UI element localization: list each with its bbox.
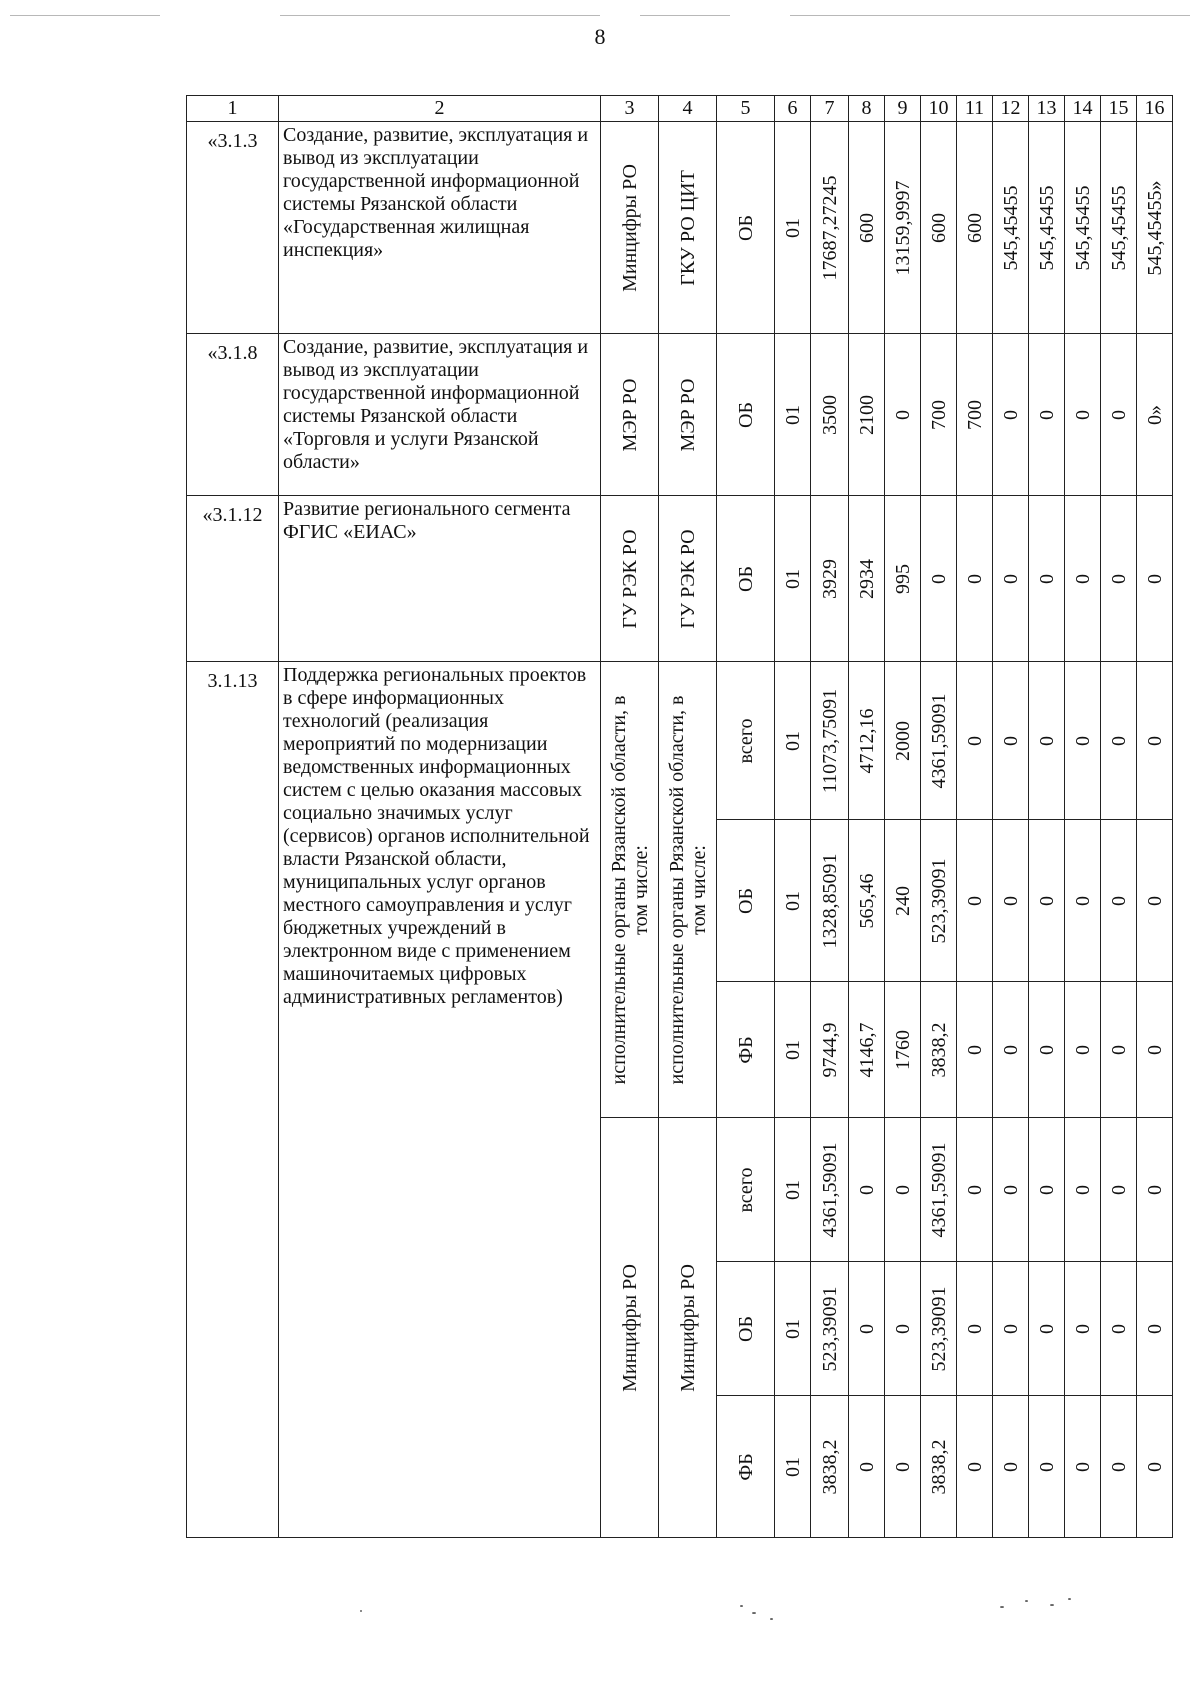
value-cell — [921, 334, 957, 496]
value: 0 — [891, 1461, 914, 1472]
value: 545,45455 — [1071, 185, 1094, 270]
row-number: 3.1.13 — [187, 662, 279, 1538]
funding-source: ОБ — [734, 1315, 757, 1342]
value-cell — [957, 820, 993, 982]
value-cell — [957, 1118, 993, 1262]
scan-artifact-line — [280, 15, 600, 16]
value: 13159,9997 — [891, 180, 914, 275]
code-cell — [775, 122, 811, 334]
header-cell: 10 — [921, 96, 957, 122]
value: 0 — [1143, 1044, 1166, 1055]
value: 0 — [855, 1323, 878, 1334]
value: 4361,59091 — [927, 1142, 950, 1237]
value: 240 — [891, 885, 914, 916]
header-cell: 8 — [849, 96, 885, 122]
responsible-cell — [601, 496, 659, 662]
value-cell — [921, 1118, 957, 1262]
value: 523,39091 — [818, 1286, 841, 1371]
header-cell: 12 — [993, 96, 1029, 122]
value-cell — [1029, 1118, 1065, 1262]
value-cell — [957, 1262, 993, 1396]
responsible-label: ГУ РЭК РО — [618, 528, 641, 629]
code-cell — [775, 982, 811, 1118]
value: 0 — [1035, 735, 1058, 746]
funding-source: ФБ — [734, 1452, 757, 1481]
header-cell: 11 — [957, 96, 993, 122]
value-cell — [885, 1118, 921, 1262]
value-cell — [811, 496, 849, 662]
value: 4361,59091 — [927, 693, 950, 788]
responsible-label: исполнительные органы Рязанской области, в том числе: — [607, 695, 652, 1084]
row-number: «3.1.12 — [187, 496, 279, 662]
row-description: Создание, развитие, эксплуатация и вывод из эксплуатации государственной информационной системы Рязанской области «Государственная жилищная инспекция» — [279, 122, 601, 334]
value-cell — [885, 334, 921, 496]
value-cell — [1101, 820, 1137, 982]
value: 0 — [963, 895, 986, 906]
value-cell — [957, 1396, 993, 1538]
executor-cell — [659, 496, 717, 662]
row-description: Развитие регионального сегмента ФГИС «ЕИАС» — [279, 496, 601, 662]
value: 565,46 — [855, 873, 878, 928]
scan-speck — [752, 1612, 756, 1614]
code-cell — [775, 496, 811, 662]
source-cell — [717, 1262, 775, 1396]
responsible-cell — [601, 1118, 659, 1538]
value-cell — [993, 334, 1029, 496]
value: 0 — [999, 1044, 1022, 1055]
value: 545,45455 — [1107, 185, 1130, 270]
code-cell — [775, 820, 811, 982]
value-cell — [1065, 1118, 1101, 1262]
value-cell — [849, 1396, 885, 1538]
header-cell: 6 — [775, 96, 811, 122]
value-cell — [957, 662, 993, 820]
value: 0 — [1071, 1461, 1094, 1472]
value-cell — [1065, 1262, 1101, 1396]
value-cell — [1137, 122, 1173, 334]
responsible-label: МЭР РО — [618, 378, 641, 451]
executor-cell — [659, 334, 717, 496]
value: 0 — [891, 1323, 914, 1334]
value: 0 — [1107, 1184, 1130, 1195]
row-number: «3.1.3 — [187, 122, 279, 334]
value: 0 — [1143, 1461, 1166, 1472]
value-cell — [885, 662, 921, 820]
value: 1328,85091 — [818, 853, 841, 948]
value-cell — [1029, 820, 1065, 982]
value: 0 — [963, 1044, 986, 1055]
value: 0 — [999, 409, 1022, 420]
value: 0 — [855, 1461, 878, 1472]
executor-label: исполнительные органы Рязанской области, в том числе: — [665, 695, 710, 1084]
value-cell — [1029, 122, 1065, 334]
value: 3929 — [818, 558, 841, 599]
value-cell — [993, 1262, 1029, 1396]
value: 0 — [1107, 735, 1130, 746]
code-cell — [775, 334, 811, 496]
value-cell — [811, 662, 849, 820]
value-cell — [849, 496, 885, 662]
scan-speck — [1000, 1606, 1004, 1608]
value: 2934 — [855, 558, 878, 599]
value: 0 — [1035, 409, 1058, 420]
value-cell — [811, 820, 849, 982]
value-cell — [921, 496, 957, 662]
scan-speck — [740, 1605, 743, 1607]
value: 0 — [963, 735, 986, 746]
funding-code: 01 — [781, 1179, 804, 1200]
value-cell — [885, 820, 921, 982]
value-cell — [993, 496, 1029, 662]
funding-code: 01 — [781, 890, 804, 911]
value-cell — [1029, 496, 1065, 662]
value-cell — [993, 122, 1029, 334]
value: 995 — [891, 563, 914, 594]
value-cell — [957, 122, 993, 334]
value-cell — [1065, 982, 1101, 1118]
value-cell — [1137, 820, 1173, 982]
value: 545,45455» — [1143, 180, 1166, 275]
executor-label: ГКУ РО ЦИТ — [676, 169, 699, 286]
funding-code: 01 — [781, 1456, 804, 1477]
value-cell — [921, 662, 957, 820]
value: 0 — [999, 573, 1022, 584]
value: 0 — [999, 1184, 1022, 1195]
executor-label: ГУ РЭК РО — [676, 528, 699, 629]
funding-source: ОБ — [734, 401, 757, 428]
value-cell — [1029, 662, 1065, 820]
header-cell: 4 — [659, 96, 717, 122]
source-cell — [717, 334, 775, 496]
scan-speck — [770, 1618, 773, 1620]
responsible-cell — [601, 334, 659, 496]
funding-source: ФБ — [734, 1035, 757, 1064]
value: 0 — [1035, 1461, 1058, 1472]
funding-code: 01 — [781, 404, 804, 425]
funding-source: ОБ — [734, 214, 757, 241]
value-cell — [1101, 334, 1137, 496]
executor-label: МЭР РО — [676, 378, 699, 451]
value: 0 — [963, 1323, 986, 1334]
value: 2000 — [891, 720, 914, 761]
source-cell — [717, 820, 775, 982]
value: 600 — [927, 212, 950, 243]
value-cell — [1137, 1118, 1173, 1262]
header-cell: 7 — [811, 96, 849, 122]
value: 0 — [1143, 1323, 1166, 1334]
value: 0 — [1071, 895, 1094, 906]
value-cell — [811, 1118, 849, 1262]
value: 0 — [891, 409, 914, 420]
value: 0 — [1035, 1044, 1058, 1055]
value-cell — [921, 1262, 957, 1396]
header-cell: 2 — [279, 96, 601, 122]
header-cell: 5 — [717, 96, 775, 122]
scan-artifact-line — [10, 15, 160, 16]
value: 523,39091 — [927, 1286, 950, 1371]
source-cell — [717, 122, 775, 334]
funding-source: ОБ — [734, 565, 757, 592]
value-cell — [921, 1396, 957, 1538]
value: 0 — [1143, 1184, 1166, 1195]
value-cell — [1101, 1396, 1137, 1538]
executor-cell — [659, 662, 717, 1118]
value: 600 — [963, 212, 986, 243]
value-cell — [849, 820, 885, 982]
value-cell — [849, 1118, 885, 1262]
value-cell — [921, 122, 957, 334]
value: 0 — [1143, 895, 1166, 906]
value: 0 — [1035, 573, 1058, 584]
value-cell — [957, 982, 993, 1118]
header-cell: 13 — [1029, 96, 1065, 122]
value: 0 — [1107, 895, 1130, 906]
program-table — [186, 95, 1173, 1538]
value-cell — [1065, 820, 1101, 982]
value: 2100 — [855, 394, 878, 435]
value: 0 — [963, 1461, 986, 1472]
value: 3838,2 — [818, 1439, 841, 1494]
scan-speck — [1050, 1604, 1054, 1606]
source-cell — [717, 662, 775, 820]
value-cell — [849, 334, 885, 496]
funding-code: 01 — [781, 217, 804, 238]
value-cell — [811, 122, 849, 334]
row-number: «3.1.8 — [187, 334, 279, 496]
value: 9744,9 — [818, 1022, 841, 1077]
scan-artifact-line — [640, 15, 730, 16]
value-cell — [957, 496, 993, 662]
row-description: Создание, развитие, эксплуатация и вывод из эксплуатации государственной информационной системы Рязанской области «Торговля и услуги Рязанской области» — [279, 334, 601, 496]
scan-speck — [1068, 1598, 1071, 1600]
value-cell — [1065, 496, 1101, 662]
source-cell — [717, 496, 775, 662]
value-cell — [849, 1262, 885, 1396]
value-cell — [1137, 982, 1173, 1118]
value-cell — [885, 1262, 921, 1396]
funding-source: всего — [734, 717, 757, 764]
value-cell — [1137, 1262, 1173, 1396]
value: 4712,16 — [855, 708, 878, 773]
value: 545,45455 — [1035, 185, 1058, 270]
responsible-cell — [601, 122, 659, 334]
value: 4146,7 — [855, 1022, 878, 1077]
executor-label: Минцифры РО — [676, 1263, 699, 1392]
table-row — [187, 122, 1173, 334]
responsible-label: Минцифры РО — [618, 1263, 641, 1392]
value: 0 — [1071, 573, 1094, 584]
value-cell — [1137, 496, 1173, 662]
value: 0 — [999, 1461, 1022, 1472]
value-cell — [993, 820, 1029, 982]
value-cell — [993, 982, 1029, 1118]
value: 0 — [999, 1323, 1022, 1334]
value-cell — [1029, 334, 1065, 496]
value-cell — [1137, 334, 1173, 496]
value: 0 — [1071, 1184, 1094, 1195]
value-cell — [1101, 122, 1137, 334]
value-cell — [1137, 1396, 1173, 1538]
funding-code: 01 — [781, 730, 804, 751]
table-row — [187, 496, 1173, 662]
responsible-label: Минцифры РО — [618, 163, 641, 292]
value: 11073,75091 — [818, 688, 841, 793]
funding-code: 01 — [781, 568, 804, 589]
value-cell — [993, 1118, 1029, 1262]
scan-artifact-line — [790, 15, 1190, 16]
value-cell — [1029, 1396, 1065, 1538]
value: 0 — [999, 895, 1022, 906]
value: 0 — [963, 573, 986, 584]
value: 0 — [1107, 1461, 1130, 1472]
value-cell — [1101, 982, 1137, 1118]
source-cell — [717, 1396, 775, 1538]
value-cell — [921, 982, 957, 1118]
value-cell — [1101, 662, 1137, 820]
value: 0 — [1035, 895, 1058, 906]
funding-source: всего — [734, 1166, 757, 1213]
value-cell — [885, 122, 921, 334]
value: 0 — [1071, 1044, 1094, 1055]
value-cell — [885, 1396, 921, 1538]
funding-source: ОБ — [734, 887, 757, 914]
value-cell — [993, 662, 1029, 820]
header-row — [187, 96, 1173, 122]
value: 545,45455 — [999, 185, 1022, 270]
value-cell — [1137, 662, 1173, 820]
value-cell — [885, 496, 921, 662]
value-cell — [1065, 122, 1101, 334]
value: 0 — [1071, 1323, 1094, 1334]
value: 4361,59091 — [818, 1142, 841, 1237]
executor-cell — [659, 122, 717, 334]
page-number: 8 — [594, 24, 606, 49]
value: 0 — [1107, 573, 1130, 584]
value: 0 — [1071, 409, 1094, 420]
value: 3838,2 — [927, 1022, 950, 1077]
source-cell — [717, 1118, 775, 1262]
value: 0 — [927, 573, 950, 584]
value-cell — [811, 982, 849, 1118]
funding-code: 01 — [781, 1039, 804, 1060]
value-cell — [1065, 1396, 1101, 1538]
scan-speck — [360, 1610, 362, 1612]
value: 0 — [891, 1184, 914, 1195]
header-cell: 16 — [1137, 96, 1173, 122]
value: 0 — [1035, 1184, 1058, 1195]
value-cell — [811, 334, 849, 496]
value: 523,39091 — [927, 858, 950, 943]
value-cell — [1101, 1118, 1137, 1262]
value-cell — [1065, 334, 1101, 496]
value: 0 — [1143, 573, 1166, 584]
header-cell: 14 — [1065, 96, 1101, 122]
value: 0 — [855, 1184, 878, 1195]
header-cell: 15 — [1101, 96, 1137, 122]
value-cell — [849, 662, 885, 820]
value: 3838,2 — [927, 1439, 950, 1494]
value-cell — [1101, 496, 1137, 662]
value-cell — [885, 982, 921, 1118]
executor-cell — [659, 1118, 717, 1538]
header-cell: 3 — [601, 96, 659, 122]
value: 0» — [1143, 404, 1166, 425]
scan-speck — [1025, 1600, 1028, 1602]
funding-code: 01 — [781, 1318, 804, 1339]
value: 0 — [1143, 735, 1166, 746]
header-cell: 9 — [885, 96, 921, 122]
value: 17687,27245 — [818, 175, 841, 280]
value: 600 — [855, 212, 878, 243]
header-cell: 1 — [187, 96, 279, 122]
value-cell — [849, 982, 885, 1118]
value-cell — [957, 334, 993, 496]
value: 0 — [1035, 1323, 1058, 1334]
value: 700 — [927, 399, 950, 430]
row-description: Поддержка региональных проектов в сфере информационных технологий (реализация мероприятий по модернизации ведомственных информационных систем с целью оказания массовых социально значимых услуг (сервисов) органов исполнительной власти Рязанской области, муниципальных услуг органов местного самоуправления и услуг бюджетных учреждений в электронном виде с применением машиночитаемых цифровых административных регламентов) — [279, 662, 601, 1538]
value-cell — [1065, 662, 1101, 820]
value-cell — [993, 1396, 1029, 1538]
value: 0 — [1071, 735, 1094, 746]
value: 3500 — [818, 394, 841, 435]
value: 0 — [1107, 409, 1130, 420]
code-cell — [775, 1262, 811, 1396]
value-cell — [1101, 1262, 1137, 1396]
code-cell — [775, 1396, 811, 1538]
value-cell — [921, 820, 957, 982]
code-cell — [775, 1118, 811, 1262]
value: 0 — [963, 1184, 986, 1195]
value-cell — [1029, 982, 1065, 1118]
value: 700 — [963, 399, 986, 430]
value: 0 — [1107, 1044, 1130, 1055]
code-cell — [775, 662, 811, 820]
responsible-cell — [601, 662, 659, 1118]
value: 0 — [1107, 1323, 1130, 1334]
value-cell — [811, 1396, 849, 1538]
table-row — [187, 334, 1173, 496]
value: 1760 — [891, 1029, 914, 1070]
value-cell — [811, 1262, 849, 1396]
table-row — [187, 662, 1173, 820]
value: 0 — [999, 735, 1022, 746]
value-cell — [1029, 1262, 1065, 1396]
value-cell — [849, 122, 885, 334]
source-cell — [717, 982, 775, 1118]
